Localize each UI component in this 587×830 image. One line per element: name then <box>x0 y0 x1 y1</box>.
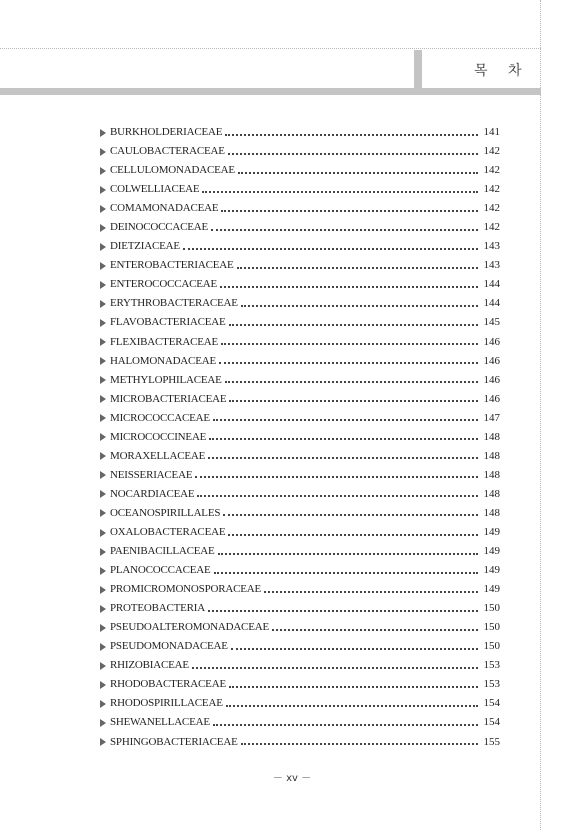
toc-entry-page-number: 150 <box>483 621 500 634</box>
dot-leader <box>228 533 478 536</box>
dot-leader <box>213 723 478 726</box>
triangle-right-icon <box>100 129 106 137</box>
toc-entry-page-number: 142 <box>483 145 500 158</box>
toc-entry-page-number: 149 <box>483 564 500 577</box>
dot-leader <box>225 380 478 383</box>
toc-entry[interactable] <box>100 561 500 580</box>
toc-entry-title: OXALOBACTERACEAE <box>110 526 226 538</box>
toc-entry-title: DIETZIACEAE <box>110 240 180 253</box>
dot-leader <box>231 647 478 650</box>
toc-entry-title: RHODOBACTERACEAE <box>110 678 226 691</box>
toc-entry-title: METHYLOPHILACEAE <box>110 373 222 386</box>
triangle-right-icon <box>100 719 106 727</box>
toc-entry[interactable] <box>100 504 500 523</box>
toc-entry-title: COMAMONADACEAE <box>110 202 219 215</box>
toc-entry-title: COLWELLIACEAE <box>110 183 200 196</box>
toc-entry-title: ENTEROCOCCACEAE <box>110 278 218 291</box>
dot-leader <box>197 494 478 497</box>
toc-entry[interactable] <box>100 713 500 732</box>
triangle-right-icon <box>100 529 106 537</box>
toc-entry[interactable] <box>100 599 500 618</box>
toc-entry-title: MICROCOCCACEAE <box>110 411 210 424</box>
toc-entry-page-number: 154 <box>483 697 500 710</box>
toc-entry[interactable] <box>100 447 500 466</box>
toc-entry[interactable] <box>100 656 500 675</box>
toc-entry-page-number: 145 <box>483 316 500 329</box>
dot-leader <box>229 323 478 326</box>
dot-leader <box>208 609 478 612</box>
triangle-right-icon <box>100 224 106 232</box>
toc-entry[interactable] <box>100 390 500 409</box>
dot-leader <box>183 247 478 250</box>
toc-entry[interactable] <box>100 294 500 313</box>
triangle-right-icon <box>100 319 106 327</box>
toc-entry-page-number: 141 <box>483 126 500 139</box>
triangle-right-icon <box>100 643 106 651</box>
toc-entry-page-number: 146 <box>483 392 500 405</box>
section-title: 목 차 <box>474 63 530 79</box>
toc-entry[interactable] <box>100 523 500 542</box>
toc-entry-page-number: 154 <box>483 716 500 729</box>
toc-entry-page-number: 143 <box>483 259 500 272</box>
dot-leader <box>209 437 478 440</box>
dot-leader <box>221 342 478 345</box>
toc-entry-title: NOCARDIACEAE <box>110 487 195 500</box>
dot-leader <box>241 304 478 307</box>
toc-entry[interactable] <box>100 428 500 447</box>
dot-leader <box>228 152 478 155</box>
toc-entry-page-number: 142 <box>483 164 500 177</box>
toc-entry[interactable] <box>100 275 500 294</box>
toc-entry-page-number: 148 <box>483 449 500 462</box>
toc-entry[interactable] <box>100 142 500 161</box>
toc-entry[interactable] <box>100 733 500 752</box>
triangle-right-icon <box>100 509 106 517</box>
header-bar <box>0 88 541 95</box>
dot-leader <box>229 685 478 688</box>
triangle-right-icon <box>100 414 106 422</box>
toc-entry-title: MICROBACTERIACEAE <box>110 392 227 405</box>
toc-entry-title: FLAVOBACTERIACEAE <box>110 316 226 329</box>
triangle-right-icon <box>100 300 106 308</box>
triangle-right-icon <box>100 586 106 594</box>
triangle-right-icon <box>100 262 106 270</box>
toc-entry-title: BURKHOLDERIACEAE <box>110 126 223 139</box>
toc-entry-page-number: 147 <box>483 411 500 424</box>
triangle-right-icon <box>100 700 106 708</box>
toc-entry-page-number: 150 <box>483 602 500 615</box>
top-dotted-rule <box>0 48 541 49</box>
triangle-right-icon <box>100 243 106 251</box>
triangle-right-icon <box>100 395 106 403</box>
dot-leader <box>208 456 478 459</box>
table-of-contents <box>100 123 500 752</box>
toc-entry[interactable] <box>100 675 500 694</box>
triangle-right-icon <box>100 490 106 498</box>
toc-entry-title: PSEUDOALTEROMONADACEAE <box>110 621 269 634</box>
toc-entry-title: MORAXELLACEAE <box>110 449 206 462</box>
dot-leader <box>211 228 478 231</box>
toc-entry-title: PROTEOBACTERIA <box>110 602 205 615</box>
toc-entry[interactable] <box>100 580 500 599</box>
toc-entry[interactable] <box>100 199 500 218</box>
toc-entry[interactable] <box>100 256 500 275</box>
toc-entry[interactable] <box>100 618 500 637</box>
dot-leader <box>218 552 478 555</box>
toc-entry[interactable] <box>100 237 500 256</box>
toc-entry-page-number: 142 <box>483 183 500 196</box>
dot-leader <box>238 171 478 174</box>
toc-entry-title: CAULOBACTERACEAE <box>110 145 225 158</box>
triangle-right-icon <box>100 548 106 556</box>
toc-entry-page-number: 142 <box>483 221 500 234</box>
toc-entry[interactable] <box>100 542 500 561</box>
triangle-right-icon <box>100 681 106 689</box>
toc-entry[interactable] <box>100 313 500 332</box>
toc-entry-title: RHODOSPIRILLACEAE <box>110 697 223 710</box>
header-accent-block <box>414 50 422 88</box>
toc-entry-title: PSEUDOMONADACEAE <box>110 640 228 653</box>
toc-entry-page-number: 142 <box>483 202 500 215</box>
toc-entry-page-number: 148 <box>483 468 500 481</box>
toc-entry-title: MICROCOCCINEAE <box>110 430 207 443</box>
toc-entry-page-number: 146 <box>483 335 500 348</box>
toc-entry-title: HALOMONADACEAE <box>110 354 216 367</box>
toc-entry[interactable] <box>100 637 500 656</box>
toc-entry-page-number: 144 <box>483 297 500 310</box>
toc-entry-page-number: 149 <box>483 526 500 538</box>
toc-entry-title: RHIZOBIACEAE <box>110 659 189 672</box>
dot-leader <box>219 361 478 364</box>
toc-entry[interactable] <box>100 694 500 713</box>
dot-leader <box>220 285 478 288</box>
right-margin-dotted-line <box>540 0 541 830</box>
triangle-right-icon <box>100 433 106 441</box>
dot-leader <box>221 209 478 212</box>
toc-entry-page-number: 143 <box>483 240 500 253</box>
dot-leader <box>213 418 478 421</box>
triangle-right-icon <box>100 167 106 175</box>
toc-entry[interactable] <box>100 218 500 237</box>
toc-entry-page-number: 155 <box>483 735 500 748</box>
triangle-right-icon <box>100 662 106 670</box>
dot-leader <box>202 190 478 193</box>
toc-entry-title: SHEWANELLACEAE <box>110 716 210 729</box>
triangle-right-icon <box>100 605 106 613</box>
toc-entry[interactable] <box>100 180 500 199</box>
toc-entry[interactable] <box>100 371 500 390</box>
toc-entry[interactable] <box>100 485 500 504</box>
triangle-right-icon <box>100 376 106 384</box>
page-number: － xv － <box>272 773 312 784</box>
toc-entry-title: PROMICROMONOSPORACEAE <box>110 583 262 596</box>
triangle-right-icon <box>100 281 106 289</box>
triangle-right-icon <box>100 148 106 156</box>
toc-entry-page-number: 144 <box>483 278 500 291</box>
toc-entry[interactable] <box>100 466 500 485</box>
toc-entry-title: PAENIBACILLACEAE <box>110 545 215 558</box>
toc-entry-title: FLEXIBACTERACEAE <box>110 335 219 348</box>
dot-leader <box>214 571 479 574</box>
toc-entry[interactable] <box>100 333 500 352</box>
toc-entry-page-number: 148 <box>483 487 500 500</box>
toc-entry[interactable] <box>100 161 500 180</box>
dot-leader <box>241 742 478 745</box>
dot-leader <box>225 133 478 136</box>
toc-entry-title: ERYTHROBACTERACEAE <box>110 297 238 310</box>
toc-entry-title: OCEANOSPIRILLALES <box>110 506 221 519</box>
toc-entry-page-number: 146 <box>483 373 500 386</box>
triangle-right-icon <box>100 186 106 194</box>
dot-leader <box>272 628 478 631</box>
toc-entry-title: SPHINGOBACTERIACEAE <box>110 735 238 748</box>
toc-entry-title: NEISSERIACEAE <box>110 468 193 481</box>
toc-entry-page-number: 150 <box>483 640 500 653</box>
dot-leader <box>223 513 478 516</box>
dot-leader <box>192 666 478 669</box>
toc-entry-page-number: 153 <box>483 659 500 672</box>
triangle-right-icon <box>100 338 106 346</box>
toc-entry-page-number: 148 <box>483 430 500 443</box>
toc-entry[interactable] <box>100 352 500 371</box>
dot-leader <box>264 590 478 593</box>
toc-entry-title: ENTEROBACTERIACEAE <box>110 259 234 272</box>
toc-entry-page-number: 148 <box>483 506 500 519</box>
triangle-right-icon <box>100 452 106 460</box>
triangle-right-icon <box>100 357 106 365</box>
toc-entry-page-number: 149 <box>483 545 500 558</box>
triangle-right-icon <box>100 205 106 213</box>
triangle-right-icon <box>100 471 106 479</box>
dot-leader <box>237 266 478 269</box>
toc-entry[interactable] <box>100 123 500 142</box>
triangle-right-icon <box>100 567 106 575</box>
toc-entry-title: DEINOCOCCACEAE <box>110 221 209 234</box>
dot-leader <box>226 704 478 707</box>
toc-entry-page-number: 146 <box>483 354 500 367</box>
triangle-right-icon <box>100 624 106 632</box>
triangle-right-icon <box>100 738 106 746</box>
dot-leader <box>229 399 478 402</box>
toc-entry-title: PLANOCOCCACEAE <box>110 564 211 577</box>
toc-entry[interactable] <box>100 409 500 428</box>
toc-entry-page-number: 153 <box>483 678 500 691</box>
toc-entry-page-number: 149 <box>483 583 500 596</box>
toc-entry-title: CELLULOMONADACEAE <box>110 164 235 177</box>
dot-leader <box>195 475 478 478</box>
